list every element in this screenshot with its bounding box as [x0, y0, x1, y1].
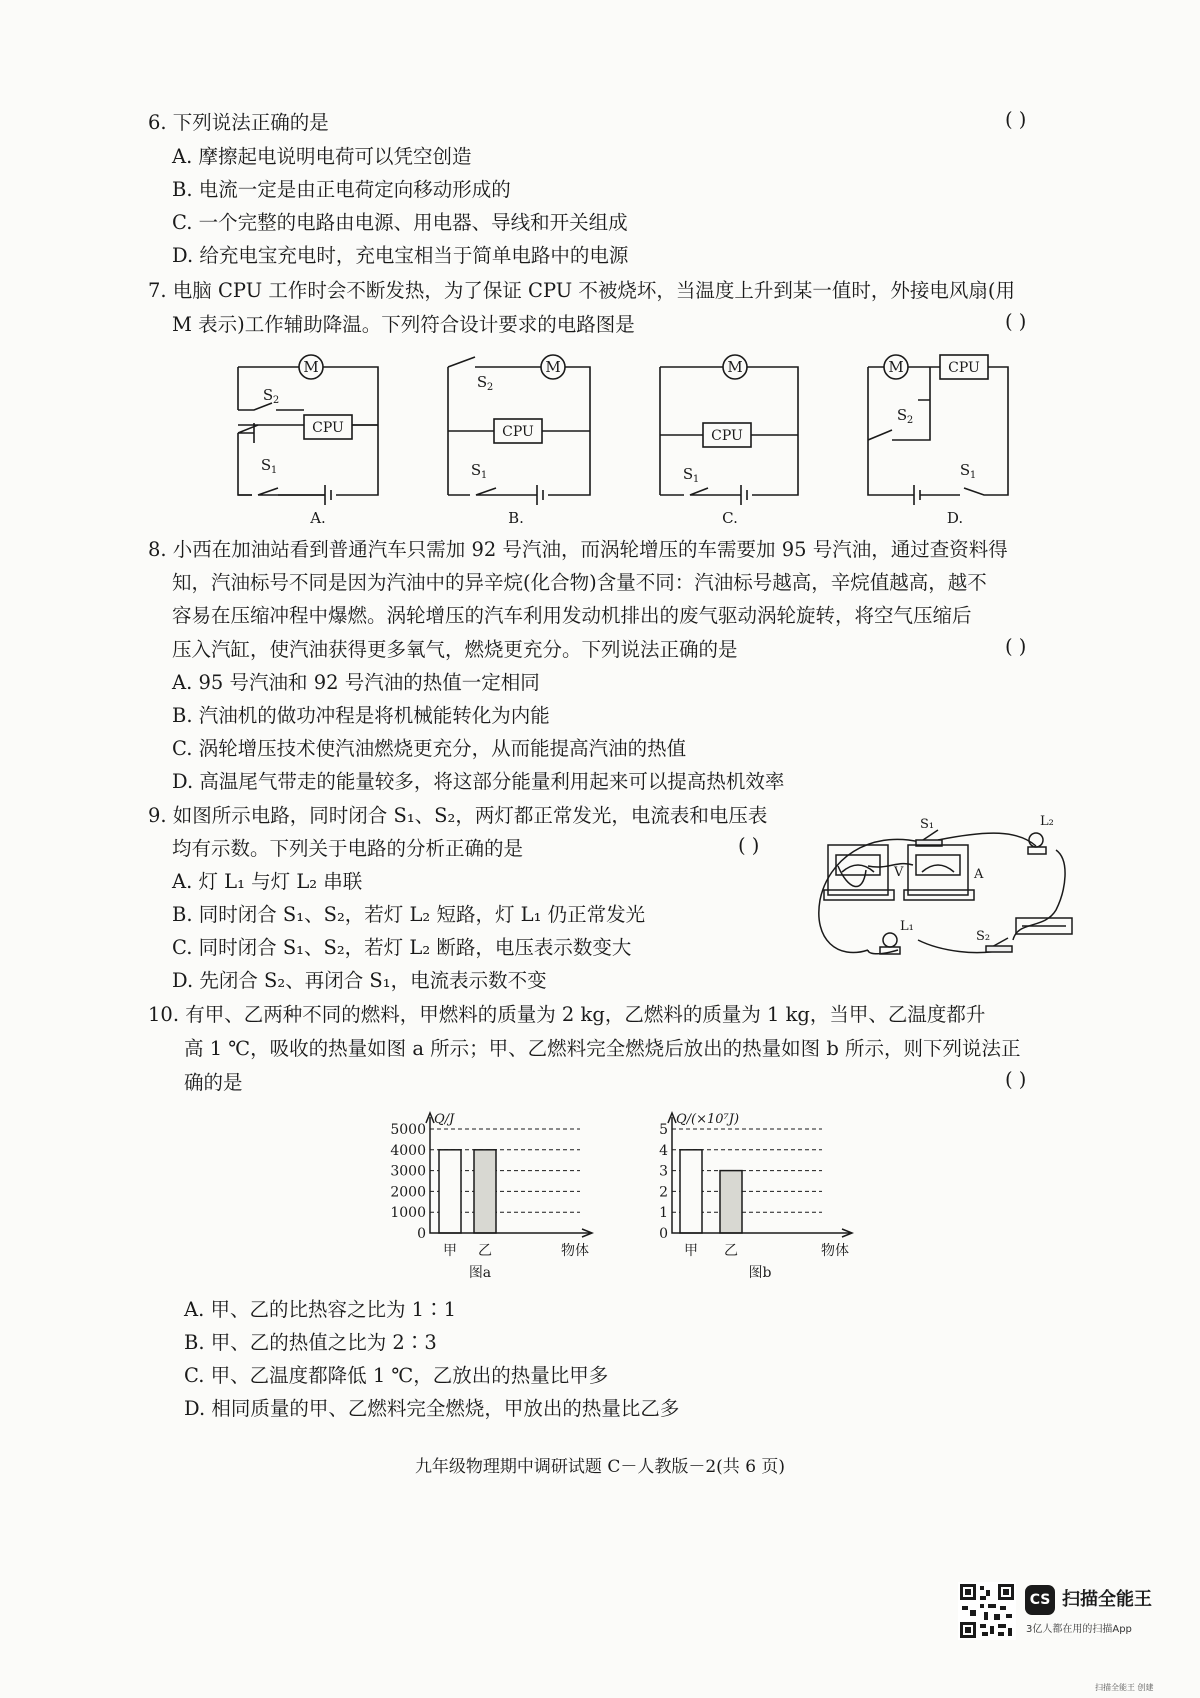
circuit-d-label: D. — [946, 509, 964, 527]
q9-stem-line2: 均有示数。下列关于电路的分析正确的是 — [172, 837, 524, 860]
q6-option-b: B. 电流一定是由正电荷定向移动形成的 — [172, 178, 511, 201]
circuit-d-s2-sub: 2 — [906, 415, 914, 426]
chart-a-ylabel: Q/J — [434, 1112, 455, 1127]
q10-stem-line1: 10. 有甲、乙两种不同的燃料，甲燃料的质量为 2 kg，乙燃料的质量为 1 kg，当甲、乙温度都升 — [148, 1003, 986, 1026]
q8-stem-line2: 知，汽油标号不同是因为汽油中的异辛烷(化合物)含量不同：汽油标号越高，辛烷值越高，越不 — [172, 571, 987, 594]
q8-option-c: C. 涡轮增压技术使汽油燃烧更充分，从而能提高汽油的热值 — [172, 737, 687, 760]
circuit-a-label: A. — [310, 509, 326, 527]
circuit-d-motor-label: M — [888, 358, 904, 376]
chart-b-tick-labels — [659, 1122, 668, 1242]
q6-option-a: A. 摩擦起电说明电荷可以凭空创造 — [172, 145, 472, 168]
q6-option-d: D. 给充电宝充电时，充电宝相当于简单电路中的电源 — [172, 244, 629, 267]
chart-b-ytick-label: 5 — [659, 1122, 668, 1138]
circuit-b-s1-label: S — [470, 461, 482, 479]
q10-option-c: C. 甲、乙温度都降低 1 ℃，乙放出的热量比甲多 — [184, 1364, 609, 1387]
circuit-c-cpu-label: CPU — [711, 428, 743, 444]
scanner-logo-icon: CS — [1025, 1585, 1055, 1615]
q8-stem-line3: 容易在压缩冲程中爆燃。涡轮增压的汽车利用发动机排出的废气驱动涡轮旋转，将空气压缩后 — [172, 604, 972, 627]
q8-option-a: A. 95 号汽油和 92 号汽油的热值一定相同 — [172, 671, 540, 694]
circuit-a-s2-label: S — [262, 386, 274, 404]
circuit-d-s1-label: S — [959, 461, 971, 479]
chart-b-ytick-label: 3 — [659, 1163, 668, 1180]
circuit-a-s2-sub: 2 — [272, 395, 280, 406]
circuit-b-motor-label: M — [545, 358, 561, 376]
circuit-d — [868, 355, 1008, 505]
circuit-c-label: C. — [722, 509, 738, 527]
q6-stem: 6. 下列说法正确的是 — [148, 111, 329, 134]
circuit-c-motor-label: M — [727, 358, 743, 376]
q7-answer-paren: ( ) — [1005, 310, 1027, 333]
circuit-d-s1-sub: 1 — [969, 470, 977, 481]
q10-option-a: A. 甲、乙的比热容之比为 1∶1 — [184, 1298, 456, 1321]
q7-stem-line1: 7. 电脑 CPU 工作时会不断发热，为了保证 CPU 不被烧坏，当温度上升到某一值时，外接电风扇(用 — [148, 279, 1015, 302]
q10-option-d: D. 相同质量的甲、乙燃料完全燃烧，甲放出的热量比乙多 — [184, 1397, 680, 1420]
q9-figure-s2: S₂ — [976, 929, 991, 944]
circuit-a-s1-sub: 1 — [270, 465, 278, 476]
chart-a-category-label: 甲 — [443, 1243, 457, 1259]
chart-a-tick-labels — [390, 1122, 426, 1242]
q9-circuit-figure — [808, 800, 1078, 970]
chart-a-ytick-label: 3000 — [390, 1163, 426, 1180]
chart-b-ytick-label: 4 — [659, 1142, 668, 1159]
q10-answer-paren: ( ) — [1005, 1068, 1027, 1091]
chart-a — [370, 1105, 640, 1285]
chart-b-bar-yi — [720, 1171, 742, 1233]
chart-a-ytick-label: 5000 — [390, 1122, 426, 1138]
chart-b-ytick-label: 0 — [659, 1226, 668, 1242]
chart-a-ytick-label: 1000 — [390, 1205, 426, 1222]
q8-option-d: D. 高温尾气带走的能量较多，将这部分能量利用起来可以提高热机效率 — [172, 770, 785, 793]
q10-stem-line3: 确的是 — [184, 1071, 243, 1094]
circuit-c-s1-sub: 1 — [692, 474, 700, 485]
q8-option-b: B. 汽油机的做功冲程是将机械能转化为内能 — [172, 704, 550, 727]
circuit-d-s2-label: S — [896, 406, 908, 424]
circuit-a-s1-label: S — [260, 456, 272, 474]
chart-a-bar-jia — [439, 1150, 461, 1233]
q9-answer-paren: ( ) — [738, 834, 760, 857]
q9-figure-l2: L₂ — [1040, 814, 1054, 829]
q9-stem-line1: 9. 如图所示电路，同时闭合 S₁、S₂，两灯都正常发光，电流表和电压表 — [148, 804, 768, 827]
chart-a-ytick-label: 2000 — [390, 1184, 426, 1201]
circuit-b-s1-sub: 1 — [480, 470, 488, 481]
q10-option-b: B. 甲、乙的热值之比为 2∶3 — [184, 1331, 437, 1354]
q6-option-c: C. 一个完整的电路由电源、用电器、导线和开关组成 — [172, 211, 628, 234]
q9-option-d: D. 先闭合 S₂、再闭合 S₁，电流表示数不变 — [172, 969, 547, 992]
chart-a-ytick-label: 4000 — [390, 1142, 426, 1159]
chart-b-ylabel: Q/(×10⁷J) — [676, 1112, 740, 1127]
page-footer: 九年级物理期中调研试题 C－人教版－2(共 6 页) — [414, 1457, 786, 1477]
chart-b-bar-jia — [680, 1150, 702, 1233]
circuit-a-motor-label: M — [303, 358, 319, 376]
circuit-b-label: B. — [508, 509, 524, 527]
chart-b-ytick-label: 2 — [659, 1184, 668, 1201]
q9-figure-ammeter: A — [974, 867, 984, 882]
q8-answer-paren: ( ) — [1005, 635, 1027, 658]
q9-figure-l1: L₁ — [900, 919, 914, 934]
chart-a-bar-yi — [474, 1150, 496, 1233]
circuit-b-cpu-label: CPU — [502, 424, 534, 440]
circuit-a-cpu-label: CPU — [312, 420, 344, 436]
circuit-b-s2-label: S — [476, 373, 488, 391]
q7-stem-line2: M 表示)工作辅助降温。下列符合设计要求的电路图是 — [172, 313, 635, 336]
q8-stem-line1: 8. 小西在加油站看到普通汽车只需加 92 号汽油，而涡轮增压的车需要加 95 号汽油，通过查资料得 — [148, 538, 1008, 561]
chart-a-xlabel: 物体 — [561, 1243, 589, 1259]
chart-b-bars — [680, 1150, 742, 1259]
circuit-a — [238, 355, 378, 505]
q7-circuit-diagrams — [0, 345, 1200, 535]
chart-a-category-label: 乙 — [478, 1243, 492, 1259]
chart-b — [650, 1105, 890, 1285]
q9-figure-s1: S₁ — [920, 817, 935, 832]
circuit-b-s2-sub: 2 — [486, 382, 494, 393]
circuit-d-cpu-label: CPU — [948, 360, 980, 376]
chart-b-category-label: 乙 — [724, 1243, 738, 1259]
q8-stem-line4: 压入汽缸，使汽油获得更多氧气，燃烧更充分。下列说法正确的是 — [172, 638, 738, 661]
chart-a-bars — [439, 1150, 496, 1259]
q6-answer-paren: ( ) — [1005, 108, 1027, 131]
circuit-c-s1-label: S — [682, 465, 694, 483]
chart-b-category-label: 甲 — [684, 1243, 698, 1259]
scanner-brand-subtitle: 3亿人都在用的扫描App — [1026, 1624, 1132, 1635]
chart-a-title: 图a — [468, 1265, 492, 1281]
scanner-credit: 扫描全能王 创建 — [1095, 1683, 1154, 1692]
q10-stem-line2: 高 1 ℃，吸收的热量如图 a 所示；甲、乙燃料完全燃烧后放出的热量如图 b 所示，则下列说法正 — [184, 1037, 1021, 1060]
chart-b-ytick-label: 1 — [659, 1205, 668, 1222]
chart-a-ytick-label: 0 — [417, 1226, 426, 1242]
chart-b-xlabel: 物体 — [821, 1243, 849, 1259]
q9-figure-voltmeter: V — [894, 865, 904, 880]
q9-option-a: A. 灯 L₁ 与灯 L₂ 串联 — [172, 870, 363, 893]
q9-option-c: C. 同时闭合 S₁、S₂，若灯 L₂ 断路，电压表示数变大 — [172, 936, 632, 959]
scanner-brand-title: 扫描全能王 — [1062, 1589, 1152, 1610]
q9-option-b: B. 同时闭合 S₁、S₂，若灯 L₂ 短路，灯 L₁ 仍正常发光 — [172, 903, 646, 926]
chart-b-title: 图b — [748, 1265, 772, 1281]
qr-code-icon — [958, 1582, 1016, 1640]
